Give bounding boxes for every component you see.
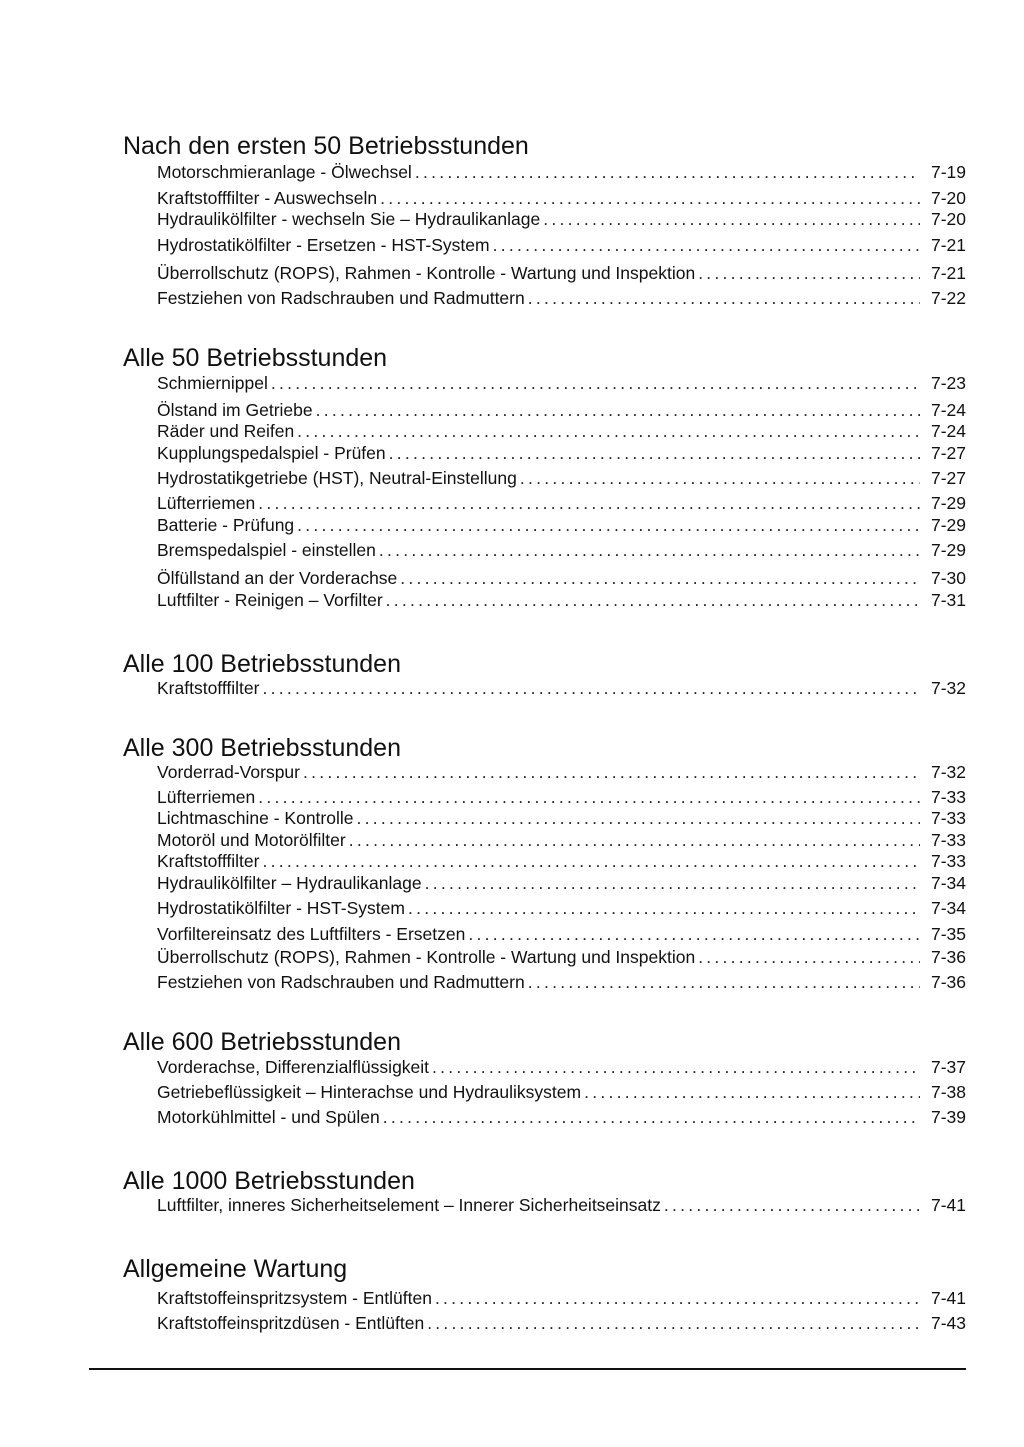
entry-page: 7-34 — [930, 898, 966, 918]
toc-entry[interactable] — [157, 420, 966, 442]
entry-label: Kraftstofffilter - Auswechseln — [157, 188, 378, 208]
entry-label: Hydrostatikölfilter - Ersetzen - HST-System — [157, 235, 490, 255]
entry-page: 7-32 — [930, 678, 966, 698]
dot-leader — [698, 946, 920, 968]
entry-label: Hydrostatikgetriebe (HST), Neutral-Einstellung — [157, 468, 517, 488]
entry-label: Kraftstoffeinspritzdüsen - Entlüften — [157, 1313, 425, 1333]
entry-page: 7-20 — [930, 209, 966, 229]
toc-entry[interactable] — [157, 872, 966, 894]
dot-leader — [356, 807, 920, 829]
entry-label: Vorderrad-Vorspur — [157, 762, 300, 782]
dot-leader — [698, 262, 920, 284]
dot-leader — [400, 567, 920, 589]
dot-leader — [258, 492, 920, 514]
entry-label: Vorfiltereinsatz des Luftfilters - Ersetzen — [157, 924, 466, 944]
entry-page: 7-36 — [930, 972, 966, 992]
toc-entry[interactable] — [157, 589, 966, 611]
entry-page: 7-20 — [930, 188, 966, 208]
toc-entry[interactable] — [157, 1106, 966, 1128]
entry-page: 7-27 — [930, 468, 966, 488]
toc-entry[interactable] — [157, 677, 966, 699]
entry-page: 7-29 — [930, 515, 966, 535]
toc-entry[interactable] — [157, 567, 966, 589]
entry-page: 7-43 — [930, 1313, 966, 1333]
dot-leader — [528, 971, 920, 993]
entry-page: 7-21 — [930, 263, 966, 283]
entry-page: 7-35 — [930, 924, 966, 944]
dot-leader — [432, 1056, 920, 1078]
entry-label: Hydrostatikölfilter - HST-System — [157, 898, 405, 918]
toc-entry[interactable] — [157, 467, 966, 489]
entry-label: Festziehen von Radschrauben und Radmuttern — [157, 972, 525, 992]
entry-page: 7-36 — [930, 947, 966, 967]
toc-entry[interactable] — [157, 850, 966, 872]
toc-entry[interactable] — [157, 372, 966, 394]
entry-label: Ölfüllstand an der Vorderachse — [157, 568, 398, 588]
entry-page: 7-29 — [930, 493, 966, 513]
entry-label: Lichtmaschine - Kontrolle — [157, 808, 354, 828]
entry-page: 7-24 — [930, 421, 966, 441]
toc-entry[interactable] — [157, 946, 966, 968]
entry-label: Schmiernippel — [157, 373, 268, 393]
toc-entry[interactable] — [157, 187, 966, 209]
toc-entry[interactable] — [157, 923, 966, 945]
entry-page: 7-21 — [930, 235, 966, 255]
entry-label: Bremspedalspiel - einstellen — [157, 540, 376, 560]
toc-entry[interactable] — [157, 829, 966, 851]
entry-label: Hydraulikölfilter - wechseln Sie – Hydraulikanlage — [157, 209, 541, 229]
entry-page: 7-33 — [930, 787, 966, 807]
toc-entry[interactable] — [157, 786, 966, 808]
toc-entry[interactable] — [157, 1287, 966, 1309]
toc-entry[interactable] — [157, 514, 966, 536]
toc-entry[interactable] — [157, 1312, 966, 1334]
section-title: Alle 300 Betriebsstunden — [123, 734, 401, 762]
toc-entry[interactable] — [157, 208, 966, 230]
entry-page: 7-24 — [930, 400, 966, 420]
entry-label: Vorderachse, Differenzialflüssigkeit — [157, 1057, 430, 1077]
entry-label: Luftfilter - Reinigen – Vorfilter — [157, 590, 383, 610]
entry-page: 7-41 — [930, 1195, 966, 1215]
toc-entry[interactable] — [157, 262, 966, 284]
dot-leader — [379, 539, 920, 561]
dot-leader — [408, 897, 920, 919]
toc-entry[interactable] — [157, 1056, 966, 1078]
dot-leader — [520, 467, 920, 489]
entry-label: Hydraulikölfilter – Hydraulikanlage — [157, 873, 422, 893]
dot-leader — [435, 1287, 920, 1309]
entry-label: Motorkühlmittel - und Spülen — [157, 1107, 380, 1127]
footer-divider — [89, 1368, 966, 1370]
toc-entry[interactable] — [157, 807, 966, 829]
entry-page: 7-31 — [930, 590, 966, 610]
dot-leader — [543, 208, 920, 230]
dot-leader — [386, 589, 920, 611]
toc-entry[interactable] — [157, 442, 966, 464]
entry-label: Getriebeflüssigkeit – Hinterachse und Hydrauliksystem — [157, 1082, 582, 1102]
toc-entry[interactable] — [157, 539, 966, 561]
entry-label: Motorschmieranlage - Ölwechsel — [157, 162, 412, 182]
section-title: Nach den ersten 50 Betriebsstunden — [123, 132, 529, 160]
entry-page: 7-41 — [930, 1288, 966, 1308]
entry-label: Überrollschutz (ROPS), Rahmen - Kontrolle - Wartung und Inspektion — [157, 947, 696, 967]
toc-entry[interactable] — [157, 492, 966, 514]
entry-page: 7-32 — [930, 762, 966, 782]
toc-entry[interactable] — [157, 1194, 966, 1216]
entry-page: 7-29 — [930, 540, 966, 560]
toc-entry[interactable] — [157, 1081, 966, 1103]
entry-page: 7-39 — [930, 1107, 966, 1127]
entry-page: 7-23 — [930, 373, 966, 393]
entry-page: 7-38 — [930, 1082, 966, 1102]
entry-label: Lüfterriemen — [157, 787, 256, 807]
entry-page: 7-34 — [930, 873, 966, 893]
dot-leader — [262, 850, 920, 872]
dot-leader — [528, 287, 920, 309]
entry-label: Kraftstoffeinspritzsystem - Entlüften — [157, 1288, 432, 1308]
dot-leader — [262, 677, 920, 699]
section-title: Allgemeine Wartung — [123, 1255, 348, 1283]
dot-leader — [271, 372, 920, 394]
dot-leader — [380, 187, 920, 209]
dot-leader — [493, 234, 920, 256]
dot-leader — [349, 829, 920, 851]
entry-label: Ölstand im Getriebe — [157, 400, 313, 420]
dot-leader — [584, 1081, 920, 1103]
section-title: Alle 100 Betriebsstunden — [123, 650, 401, 678]
dot-leader — [468, 923, 920, 945]
dot-leader — [383, 1106, 920, 1128]
entry-page: 7-22 — [930, 288, 966, 308]
entry-label: Lüfterriemen — [157, 493, 256, 513]
toc-entry[interactable] — [157, 971, 966, 993]
entry-label: Räder und Reifen — [157, 421, 295, 441]
entry-label: Batterie - Prüfung — [157, 515, 295, 535]
section-title: Alle 1000 Betriebsstunden — [123, 1167, 415, 1195]
toc-entry[interactable] — [157, 897, 966, 919]
entry-label: Überrollschutz (ROPS), Rahmen - Kontrolle - Wartung und Inspektion — [157, 263, 696, 283]
entry-page: 7-33 — [930, 808, 966, 828]
toc-entry[interactable] — [157, 234, 966, 256]
dot-leader — [389, 442, 920, 464]
entry-label: Festziehen von Radschrauben und Radmuttern — [157, 288, 525, 308]
entry-page: 7-37 — [930, 1057, 966, 1077]
toc-entry[interactable] — [157, 399, 966, 421]
section-title: Alle 50 Betriebsstunden — [123, 344, 388, 372]
entry-page: 7-33 — [930, 830, 966, 850]
entry-label: Motoröl und Motorölfilter — [157, 830, 346, 850]
entry-label: Kupplungspedalspiel - Prüfen — [157, 443, 386, 463]
dot-leader — [297, 420, 920, 442]
section-title: Alle 600 Betriebsstunden — [123, 1028, 401, 1056]
dot-leader — [415, 161, 920, 183]
entry-label: Luftfilter, inneres Sicherheitselement – Innerer Sicherheitseinsatz — [157, 1195, 661, 1215]
toc-entry[interactable] — [157, 761, 966, 783]
entry-label: Kraftstofffilter — [157, 678, 260, 698]
dot-leader — [427, 1312, 920, 1334]
dot-leader — [258, 786, 920, 808]
entry-label: Kraftstofffilter — [157, 851, 260, 871]
entry-page: 7-27 — [930, 443, 966, 463]
dot-leader — [664, 1194, 920, 1216]
dot-leader — [425, 872, 920, 894]
toc-entry[interactable] — [157, 287, 966, 309]
dot-leader — [303, 761, 920, 783]
entry-page: 7-30 — [930, 568, 966, 588]
toc-entry[interactable] — [157, 161, 966, 183]
dot-leader — [297, 514, 920, 536]
dot-leader — [316, 399, 920, 421]
entry-page: 7-33 — [930, 851, 966, 871]
entry-page: 7-19 — [930, 162, 966, 182]
